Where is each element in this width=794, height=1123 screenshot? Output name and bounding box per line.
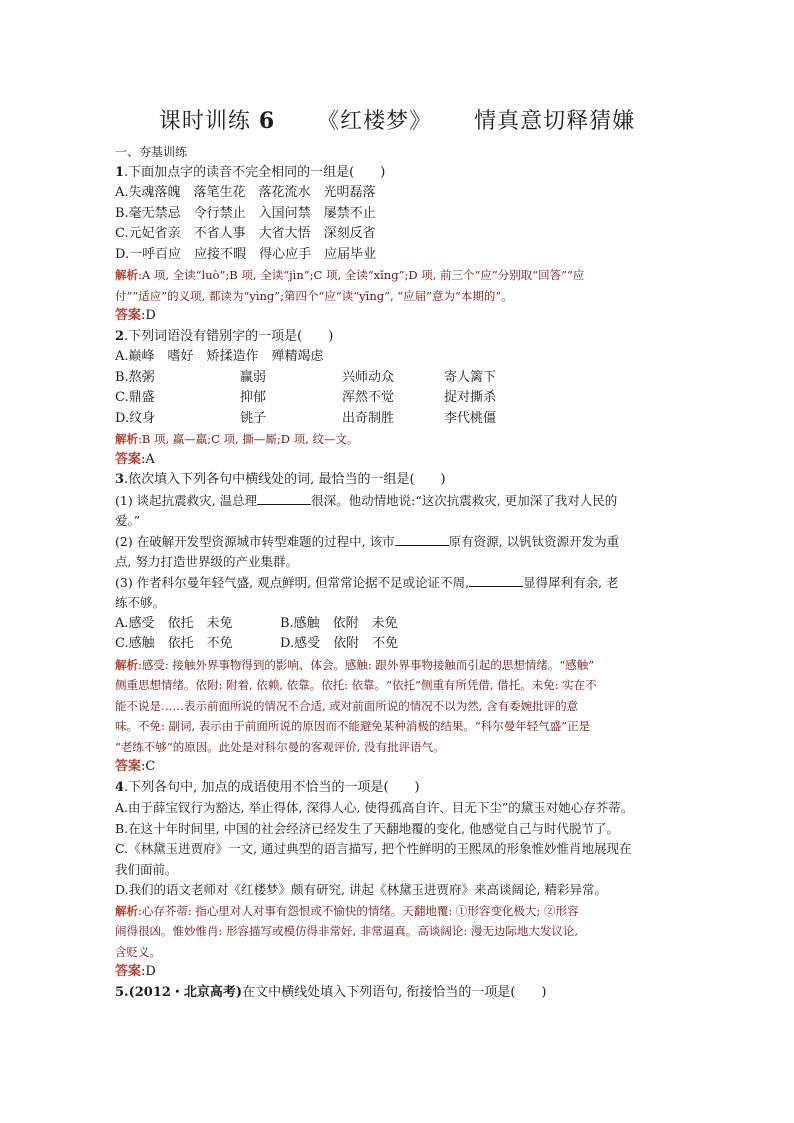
analysis (115, 429, 685, 450)
analysis-text: :心存芥蒂: 指心里对人对事有怨恨或不愉快的情绪。天翻地覆: ①形容变化极大; ②形容 (138, 903, 579, 918)
sentence-3 (115, 573, 685, 594)
analysis-label: 解析 (115, 268, 138, 282)
sentence-text: 很深。他动情地说:“这次抗震救灾, 更加深了我对人民的 (311, 492, 618, 508)
option-b: B.毫无禁忌 令行禁止 入国问禁 屡禁不止 (115, 205, 376, 221)
option-word: B.熬粥 (115, 369, 155, 385)
analysis-text: :B 项, 赢—羸;C 项, 撕—厮;D 项, 纹—文。 (138, 432, 359, 446)
option-a: A.感受 依托 未免 (115, 615, 233, 631)
analysis-text: 味。不免: 副词, 表示由于前面所说的原因而不能避免某种消极的结果。“科尔曼年轻气盛”正是 (115, 719, 591, 733)
title-lesson-number: 6 (258, 108, 276, 134)
option-d: D.我们的语文老师对《红楼梦》颇有研究, 讲起《林黛玉进贾府》来高谈阔论, 精彩异常。 (115, 882, 607, 897)
question-source: .(2012・北京高考) (124, 984, 243, 1000)
option-d (115, 409, 685, 430)
options-cd (115, 634, 685, 655)
fill-blank (469, 574, 523, 587)
option-a: A.巅峰 嗜好 矫揉造作 殚精竭虑 (115, 349, 324, 364)
option-word: 捉对撕杀 (444, 390, 497, 405)
question-stem: 在文中横线处填入下列语句, 衔接恰当的一项是( ) (242, 984, 547, 1000)
option-word: 李代桃僵 (444, 410, 497, 426)
answer-value: :D (141, 308, 156, 323)
option-b: B.感触 依附 未免 (280, 615, 398, 631)
question-2 (115, 327, 685, 471)
analysis-text: 能不说是……表示前面所说的情况不合适, 或对前面所说的情况不以为然, 含有委婉批评的意 (115, 698, 579, 713)
question-number: 1 (115, 164, 125, 180)
analysis (115, 655, 685, 758)
question-3 (115, 470, 685, 778)
question-stem: .下面加点字的读音不完全相同的一组是( ) (124, 164, 386, 180)
question-stem: .下列词语没有错别字的一项是( ) (124, 328, 334, 344)
question-number: 3 (115, 472, 125, 487)
option-b: B.在这十年时间里, 中国的社会经济已经发生了天翻地覆的变化, 他感觉自己与时代脱节了。 (115, 820, 620, 836)
analysis-text: :感受: 接触外界事物得到的影响、体会。感触: 跟外界事物接触而引起的思想情绪。“感触” (138, 657, 595, 672)
option-word: 寄人篱下 (444, 369, 497, 385)
sentence-1-cont: 爱。” (115, 513, 141, 528)
option-c: C.元妃省亲 不省人事 大省大悟 深刻反省 (115, 226, 376, 241)
question-stem: .依次填入下列各句中横线处的词, 最恰当的一组是( ) (124, 472, 446, 487)
analysis-text: 含贬义。 (115, 944, 161, 959)
option-d: D.感受 依附 不免 (280, 636, 399, 651)
sentence-2-cont: 点, 努力打造世界级的产业集群。 (115, 554, 298, 569)
title-prefix: 课时训练 (158, 109, 251, 134)
option-word: D.纹身 (115, 410, 156, 426)
option-word: 赢弱 (240, 369, 267, 385)
sentence-2 (115, 532, 685, 553)
sentence-text: 显得犀利有余, 老 (523, 574, 619, 590)
answer-label: 答案 (115, 451, 142, 467)
option-word: 兴师动众 (342, 369, 395, 385)
answer (115, 962, 685, 983)
answer (115, 306, 685, 327)
option-b (115, 368, 685, 389)
option-word: 铫子 (240, 410, 267, 426)
option-word: C.鼎盛 (115, 390, 155, 405)
sentence-text: (1) 谈起抗震救灾, 温总理 (115, 492, 258, 508)
sentence-text: (3) 作者科尔曼年轻气盛, 观点鲜明, 但常常论据不足或论证不周, (115, 574, 470, 590)
question-4 (115, 778, 685, 983)
answer (115, 757, 685, 778)
analysis-text: 侧重思想情绪。依附: 附着, 依赖, 依靠。依托: 依靠。“依托”侧重有所凭借, 借托。未免: 实在不 (115, 678, 597, 692)
answer-label: 答案 (115, 759, 142, 774)
option-a: A.失魂落魄 落笔生花 落花流水 光明磊落 (115, 185, 376, 200)
answer-value: :C (141, 759, 156, 774)
option-c: C.感触 依托 不免 (115, 636, 233, 651)
sentence-1 (115, 491, 685, 512)
analysis (115, 265, 685, 306)
question-5 (115, 983, 685, 1004)
answer (115, 450, 685, 471)
option-word: 出奇制胜 (342, 410, 395, 426)
question-number: 4 (115, 779, 125, 795)
option-d: D.一呼百应 应接不暇 得心应手 应届毕业 (115, 246, 377, 262)
worksheet-content (115, 142, 685, 1003)
option-a: A.由于薛宝钗行为豁达, 举止得体, 深得人心, 使得孤高自许、目无下尘”的黛玉对她心存芥蒂。 (115, 800, 634, 815)
analysis (115, 901, 685, 963)
option-c-cont: 我们面前。 (115, 861, 178, 877)
section-heading: 一、夯基训练 (115, 145, 188, 159)
sentence-text: 原有资源, 以钒钛资源开发为重 (448, 533, 620, 549)
sentence-text: (2) 在破解开发型资源城市转型难题的过程中, 该市 (115, 533, 395, 549)
analysis-label: 解析 (115, 432, 138, 446)
analysis-text: 付”“适应”的义项, 都读为“yìng”;第四个“应”读“yīng”, “应届”意为“本期的”。 (115, 288, 513, 303)
answer-label: 答案 (115, 964, 142, 979)
analysis-text: “老练不够”的原因。此处是对科尔曼的客观评价, 没有批评语气。 (115, 739, 445, 754)
answer-value: :A (141, 451, 155, 467)
analysis-text: :A 项, 全读“luò”;B 项, 全读“jìn”;C 项, 全读“xǐng”;D 项, 前三个“应”分别取“回答”“应 (138, 268, 585, 282)
sentence-3-cont: 练不够。 (115, 595, 166, 610)
option-word: 浑然不觉 (342, 390, 395, 405)
option-word: 抑郁 (240, 390, 267, 405)
answer-value: :D (141, 964, 156, 979)
option-c: C.《林黛玉进贾府》一文, 通过典型的语言描写, 把个性鲜明的王熙凤的形象惟妙惟肖地展现在 (115, 841, 632, 856)
fill-blank (395, 533, 449, 546)
question-1 (115, 163, 685, 327)
fill-blank (257, 492, 311, 505)
question-stem: .下列各句中, 加点的成语使用不恰当的一项是( ) (124, 779, 420, 795)
page-title (0, 104, 794, 135)
option-c (115, 388, 685, 409)
analysis-label: 解析 (115, 903, 138, 918)
analysis-text: 闹得很凶。惟妙惟肖: 形容描写或模仿得非常好, 非常逼真。高谈阔论: 漫无边际地大发议论, (115, 924, 579, 938)
answer-label: 答案 (115, 308, 142, 323)
title-book: 《红楼梦》 (317, 109, 433, 134)
analysis-label: 解析 (115, 657, 138, 672)
title-topic: 情真意切释猜嫌 (474, 109, 636, 134)
question-number: 2 (115, 328, 125, 344)
question-number: 5 (115, 984, 125, 1000)
options-ab (115, 614, 685, 635)
